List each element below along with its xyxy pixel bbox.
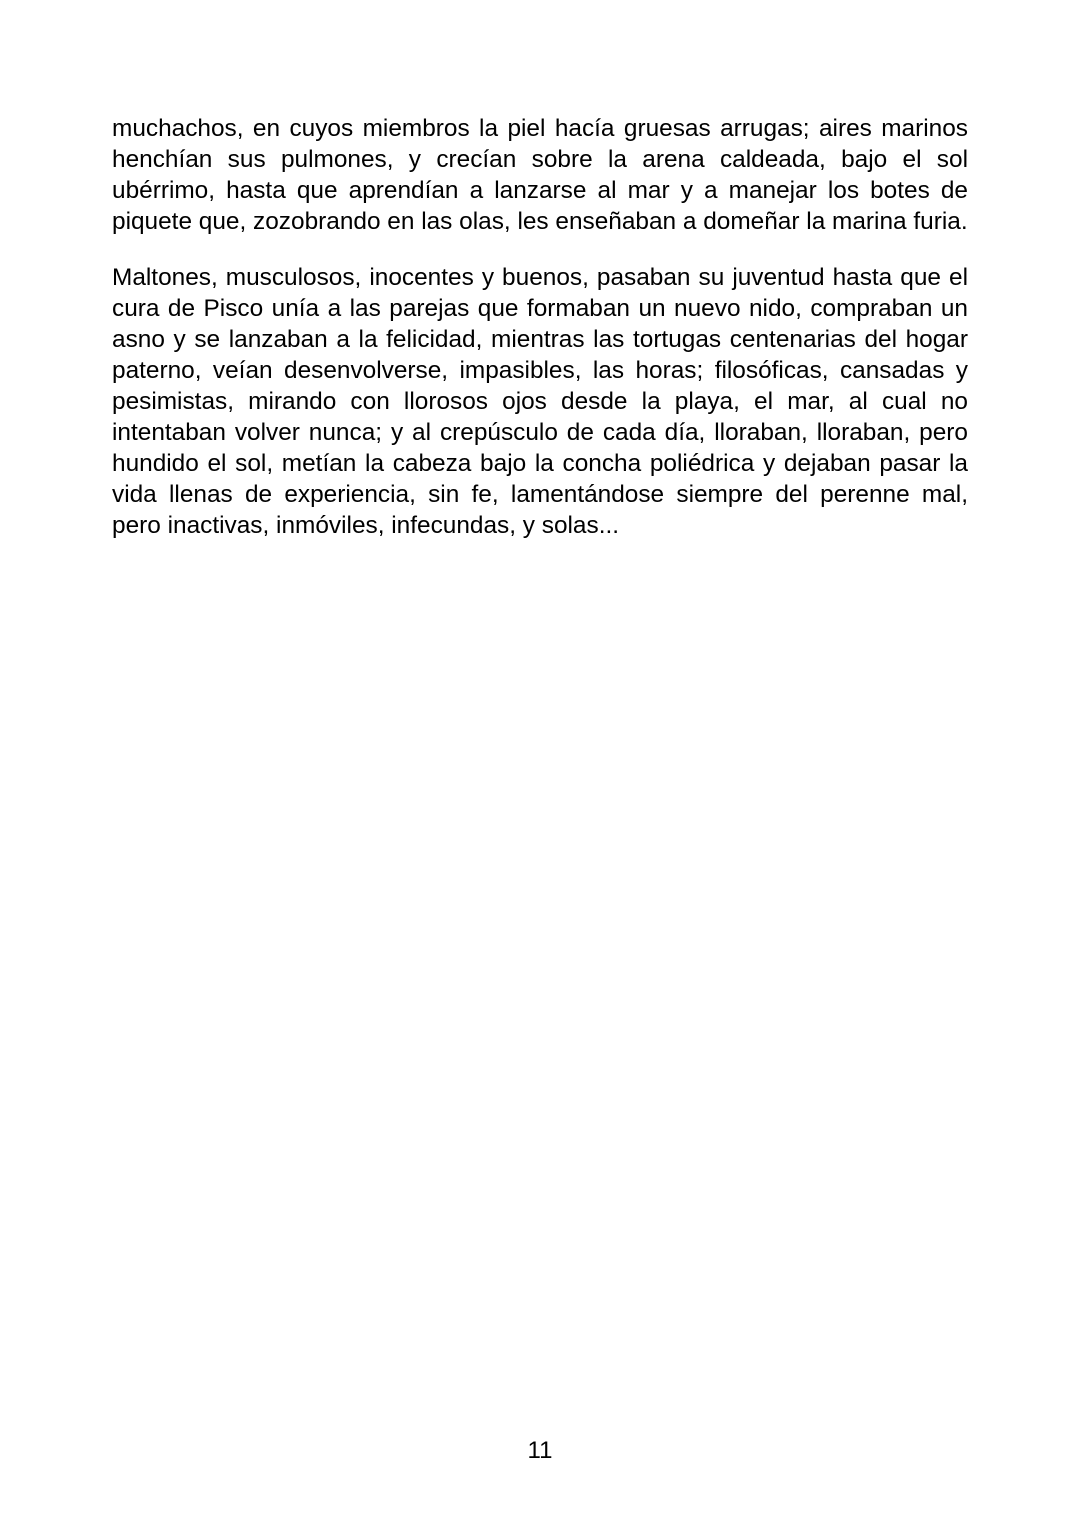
- paragraph-2: Maltones, musculosos, inocentes y buenos, pasaban su juventud hasta que el cura de Pisco unía a las parejas que formaban un nuevo nido, compraban un asno y se lanzaban a la felicidad, mientras las tortugas centenarias del hogar paterno, veían desenvolverse, impasibles, las horas; filosóficas, cansadas y pesimistas, mirando con llorosos ojos desde la playa, el mar, al cual no intentaban volver nunca; y al crepúsculo de cada día, lloraban, lloraban, pero hundido el sol, metían la cabeza bajo la concha poliédrica y dejaban pasar la vida llenas de experiencia, sin fe, lamentándose siempre del perenne mal, pero inactivas, inmóviles, infecundas, y solas...: [112, 264, 968, 539]
- paragraph-1: muchachos, en cuyos miembros la piel hacía gruesas arrugas; aires marinos henchían sus pulmones, y crecían sobre la arena caldeada, bajo el sol ubérrimo, hasta que aprendían a lanzarse al mar y a manejar los botes de piquete que, zozobrando en las olas, les enseñaban a domeñar la marina furia.: [112, 115, 968, 235]
- page-number: 11: [527, 1437, 553, 1464]
- body-text: [112, 113, 968, 541]
